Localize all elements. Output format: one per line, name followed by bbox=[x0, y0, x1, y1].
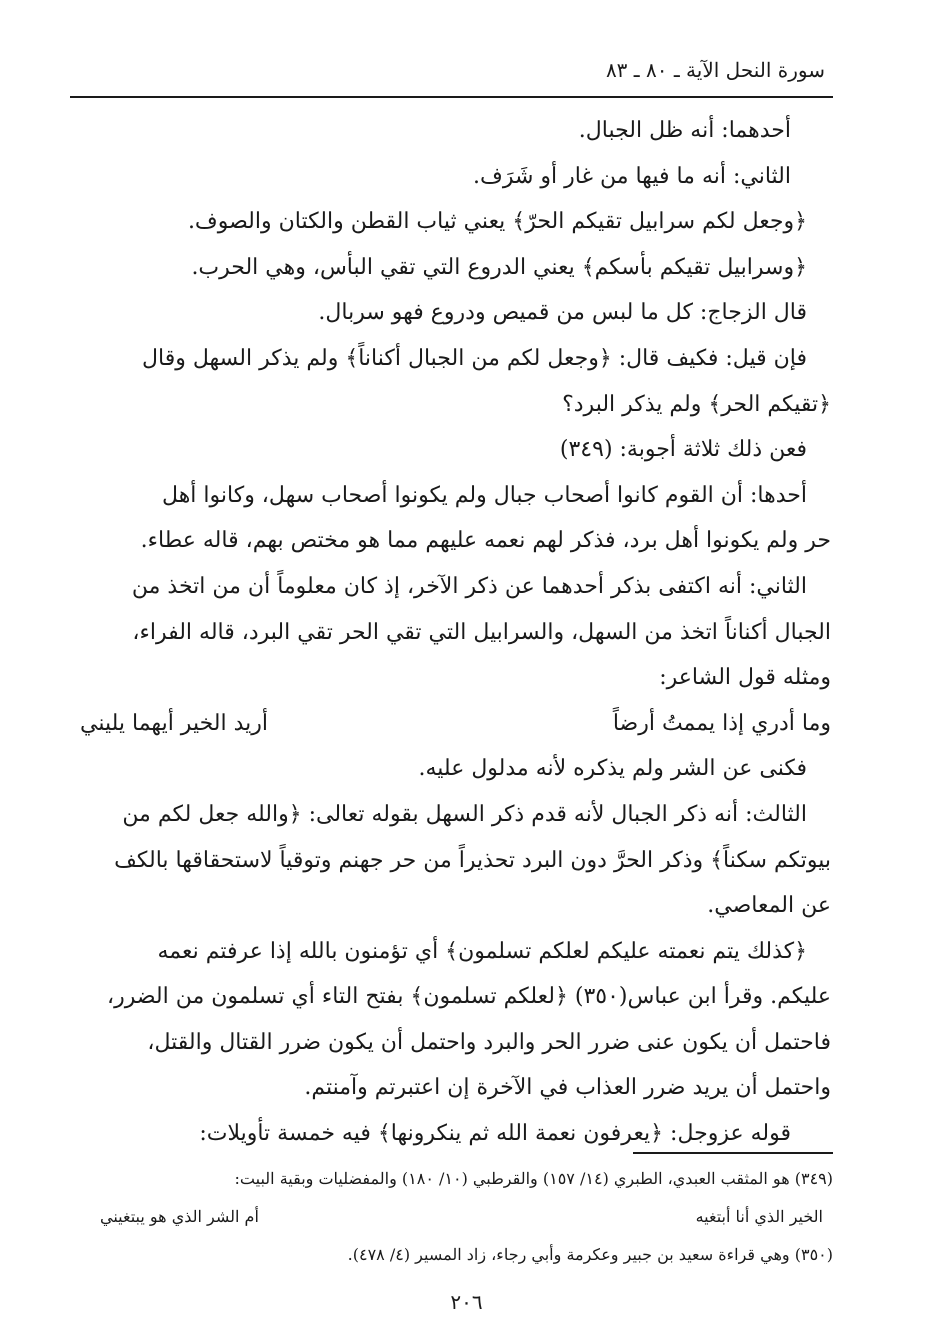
text-line: حر ولم يكونوا أهل برد، فذكر لهم نعمه عليهم مما هو مختص بهم، قاله عطاء. bbox=[140, 528, 831, 554]
text-line: فعن ذلك ثلاثة أجوبة: (٣٤٩) bbox=[559, 437, 807, 463]
text-line: الثاني: أنه اكتفى بذكر أحدهما عن ذكر الآخر، إذ كان معلوماً أن من اتخذ من bbox=[131, 573, 807, 599]
main-text bbox=[80, 108, 831, 1157]
text-line: بيوتكم سكناً﴾ وذكر الحرَّ دون البرد تحذيراً من حر جهنم وتوقياً لاستحقاقها بالكف bbox=[114, 847, 831, 873]
verse-first-hemistich: وما أدري إذا يممتُ أرضاً bbox=[612, 710, 831, 736]
footnote-349: (٣٤٩) هو المثقب العبدي، الطبري (١٤/ ١٥٧) والقرطبي (١٠/ ١٨٠) والمفضليات وبقية البيت: bbox=[234, 1169, 833, 1188]
header-rule bbox=[70, 96, 833, 98]
text-line: أحدها: أن القوم كانوا أصحاب جبال ولم يكونوا أصحاب سهل، وكانوا أهل bbox=[162, 482, 807, 508]
text-line: أحدهما: أنه ظل الجبال. bbox=[578, 118, 791, 143]
text-line: واحتمل أن يريد ضرر العذاب في الآخرة إن اعتبرتم وآمنتم. bbox=[304, 1075, 831, 1101]
text-line: ﴿وسرابيل تقيكم بأسكم﴾ يعني الدروع التي تقي البأس، وهي الحرب. bbox=[191, 254, 807, 280]
text-line: ومثله قول الشاعر: bbox=[659, 665, 831, 691]
page-number: ٢٠٦ bbox=[450, 1290, 483, 1314]
footnote-verse-second: أم الشر الذي هو يبتغيني bbox=[100, 1207, 259, 1226]
text-line: فإن قيل: فكيف قال: ﴿وجعل لكم من الجبال أكناناً﴾ ولم يذكر السهل وقال bbox=[142, 345, 807, 371]
text-line: عن المعاصي. bbox=[707, 893, 831, 919]
footnote-350: (٣٥٠) وهي قراءة سعيد بن جبير وعكرمة وأبي رجاء، زاد المسير (٤/ ٤٧٨). bbox=[347, 1245, 833, 1264]
text-line: فكنى عن الشر ولم يذكره لأنه مدلول عليه. bbox=[418, 756, 807, 782]
verse-second-hemistich: أريد الخير أيهما يليني bbox=[80, 710, 268, 736]
text-line: فاحتمل أن يكون عنى ضرر الحر والبرد واحتمل أن يكون ضرر القتال والقتل، bbox=[147, 1029, 831, 1055]
footnotes bbox=[100, 1160, 833, 1274]
text-line: ﴿وجعل لكم سرابيل تقيكم الحرّ﴾ يعني ثياب القطن والكتان والصوف. bbox=[187, 209, 807, 235]
text-line: عليكم. وقرأ ابن عباس(٣٥٠) ﴿لعلكم تسلمون﴾ بفتح التاء أي تسلمون من الضرر، bbox=[106, 984, 831, 1010]
text-line: ﴿كذلك يتم نعمته عليكم لعلكم تسلمون﴾ أي تؤمنون بالله إذا عرفتم نعمه bbox=[157, 938, 807, 964]
footnote-verse-first: الخير الذي أنا أبتغيه bbox=[695, 1207, 823, 1226]
poetry-verse bbox=[80, 701, 831, 747]
running-title: سورة النحل الآية ـ ٨٠ ـ ٨٣ bbox=[605, 58, 825, 82]
text-line: قوله عزوجل: ﴿يعرفون نعمة الله ثم ينكرونها﴾ فيه خمسة تأويلات: bbox=[199, 1121, 791, 1147]
text-line: الثاني: أنه ما فيها من غار أو شَرَف. bbox=[473, 163, 791, 189]
text-line: ﴿تقيكم الحر﴾ ولم يذكر البرد؟ bbox=[562, 391, 831, 417]
text-line: الثالث: أنه ذكر الجبال لأنه قدم ذكر السهل بقوله تعالى: ﴿والله جعل لكم من bbox=[122, 801, 807, 827]
footnote-349-verse bbox=[100, 1198, 833, 1236]
text-line: قال الزجاج: كل ما لبس من قميص ودروع فهو سربال. bbox=[318, 300, 807, 326]
text-line: الجبال أكناناً اتخذ من السهل، والسرابيل التي تقي الحر تقي البرد، قاله الفراء، bbox=[132, 619, 831, 645]
footnote-rule bbox=[633, 1152, 833, 1154]
